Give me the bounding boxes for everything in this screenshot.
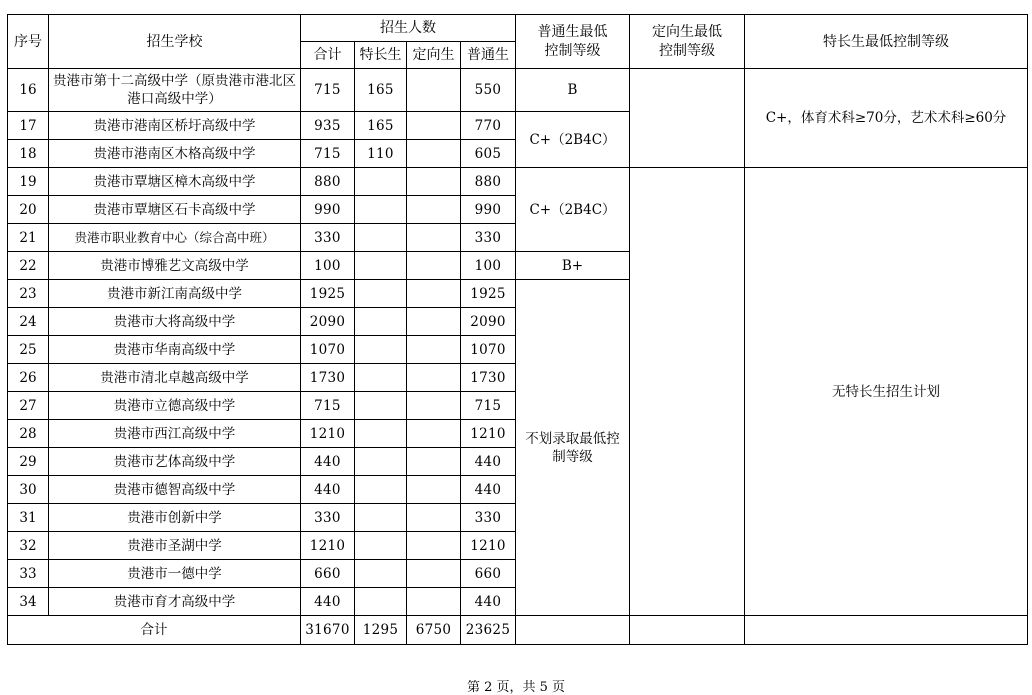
row-special xyxy=(355,196,407,224)
row-school: 贵港市一德中学 xyxy=(49,560,301,588)
row-special xyxy=(355,588,407,616)
row-directed xyxy=(407,560,461,588)
row-directed xyxy=(407,196,461,224)
row-regular: 440 xyxy=(461,476,516,504)
row-special xyxy=(355,420,407,448)
row-school: 贵港市创新中学 xyxy=(49,504,301,532)
header-regular-min-label: 普通生最低控制等级 xyxy=(537,23,608,59)
row-directed xyxy=(407,504,461,532)
row-directed xyxy=(407,140,461,168)
row-regular: 1210 xyxy=(461,532,516,560)
row-seq: 26 xyxy=(8,364,49,392)
row-directed xyxy=(407,252,461,280)
totals-directed-min xyxy=(630,616,745,645)
row-seq: 21 xyxy=(8,224,49,252)
row-special xyxy=(355,532,407,560)
row-special xyxy=(355,280,407,308)
row-special xyxy=(355,168,407,196)
row-regular: 100 xyxy=(461,252,516,280)
row-regular: 990 xyxy=(461,196,516,224)
row-total: 1925 xyxy=(301,280,355,308)
row-regular: 770 xyxy=(461,112,516,140)
row-seq: 32 xyxy=(8,532,49,560)
header-regular: 普通生 xyxy=(461,42,516,69)
row-special xyxy=(355,476,407,504)
row-directed xyxy=(407,392,461,420)
row-school: 贵港市新江南高级中学 xyxy=(49,280,301,308)
regular-min-level-text: 不划录取最低控制等级 xyxy=(525,430,620,465)
row-total: 440 xyxy=(301,588,355,616)
row-directed xyxy=(407,420,461,448)
row-total: 715 xyxy=(301,69,355,112)
row-seq: 28 xyxy=(8,420,49,448)
row-regular: 660 xyxy=(461,560,516,588)
header-directed: 定向生 xyxy=(407,42,461,69)
totals-special: 1295 xyxy=(355,616,407,645)
totals-row xyxy=(8,616,1028,645)
row-directed xyxy=(407,448,461,476)
table-row xyxy=(8,168,1028,196)
row-school: 贵港市港南区桥圩高级中学 xyxy=(49,112,301,140)
header-regular-min xyxy=(516,15,630,69)
row-special: 165 xyxy=(355,69,407,112)
row-directed xyxy=(407,280,461,308)
directed-min-level xyxy=(630,69,745,168)
header-enroll: 招生人数 xyxy=(301,15,516,42)
row-special xyxy=(355,448,407,476)
totals-total: 31670 xyxy=(301,616,355,645)
regular-min-level: B+ xyxy=(516,252,630,280)
row-directed xyxy=(407,168,461,196)
row-regular: 440 xyxy=(461,588,516,616)
row-directed xyxy=(407,476,461,504)
totals-special-min xyxy=(745,616,1028,645)
page-footer: 第 2 页，共 5 页 xyxy=(466,680,566,695)
row-directed xyxy=(407,588,461,616)
row-total: 100 xyxy=(301,252,355,280)
row-regular: 715 xyxy=(461,392,516,420)
header-special: 特长生 xyxy=(355,42,407,69)
row-school: 贵港市华南高级中学 xyxy=(49,336,301,364)
row-special xyxy=(355,336,407,364)
row-seq: 25 xyxy=(8,336,49,364)
row-total: 660 xyxy=(301,560,355,588)
regular-min-level xyxy=(516,280,630,616)
row-seq: 19 xyxy=(8,168,49,196)
row-seq: 30 xyxy=(8,476,49,504)
row-school: 贵港市清北卓越高级中学 xyxy=(49,364,301,392)
row-special xyxy=(355,364,407,392)
row-special xyxy=(355,252,407,280)
row-total: 440 xyxy=(301,448,355,476)
header-directed-min xyxy=(630,15,745,69)
row-school: 贵港市覃塘区樟木高级中学 xyxy=(49,168,301,196)
row-total: 2090 xyxy=(301,308,355,336)
regular-min-level: C+（2B4C） xyxy=(516,168,630,252)
row-total: 1070 xyxy=(301,336,355,364)
row-regular: 440 xyxy=(461,448,516,476)
row-seq: 24 xyxy=(8,308,49,336)
regular-min-level: B xyxy=(516,69,630,112)
row-regular: 330 xyxy=(461,504,516,532)
table-row xyxy=(8,69,1028,112)
row-school: 贵港市职业教育中心（综合高中班） xyxy=(49,224,301,252)
header-school: 招生学校 xyxy=(49,15,301,69)
totals-regular-min xyxy=(516,616,630,645)
row-total: 715 xyxy=(301,392,355,420)
row-special: 165 xyxy=(355,112,407,140)
header-directed-min-label: 定向生最低控制等级 xyxy=(652,23,722,59)
row-seq: 20 xyxy=(8,196,49,224)
row-directed xyxy=(407,532,461,560)
header-seq: 序号 xyxy=(8,15,49,69)
row-regular: 1925 xyxy=(461,280,516,308)
row-total: 935 xyxy=(301,112,355,140)
row-total: 990 xyxy=(301,196,355,224)
totals-regular: 23625 xyxy=(461,616,516,645)
directed-min-level xyxy=(630,168,745,616)
row-directed xyxy=(407,224,461,252)
row-special xyxy=(355,504,407,532)
row-regular: 2090 xyxy=(461,308,516,336)
special-min-level: 无特长生招生计划 xyxy=(745,168,1028,616)
row-special xyxy=(355,308,407,336)
row-total: 1210 xyxy=(301,420,355,448)
row-directed xyxy=(407,364,461,392)
totals-directed: 6750 xyxy=(407,616,461,645)
row-seq: 34 xyxy=(8,588,49,616)
row-seq: 18 xyxy=(8,140,49,168)
row-special xyxy=(355,224,407,252)
header-special-min: 特长生最低控制等级 xyxy=(745,15,1028,69)
row-school: 贵港市港南区木格高级中学 xyxy=(49,140,301,168)
row-regular: 1210 xyxy=(461,420,516,448)
row-seq: 16 xyxy=(8,69,49,112)
row-school: 贵港市西江高级中学 xyxy=(49,420,301,448)
row-directed xyxy=(407,112,461,140)
row-total: 330 xyxy=(301,504,355,532)
row-total: 1730 xyxy=(301,364,355,392)
row-total: 1210 xyxy=(301,532,355,560)
special-min-level: C+，体育术科≥70分，艺术术科≥60分 xyxy=(745,69,1028,168)
row-seq: 17 xyxy=(8,112,49,140)
row-school: 贵港市立德高级中学 xyxy=(49,392,301,420)
row-total: 330 xyxy=(301,224,355,252)
regular-min-level: C+（2B4C） xyxy=(516,112,630,168)
row-regular: 605 xyxy=(461,140,516,168)
row-school: 贵港市育才高级中学 xyxy=(49,588,301,616)
row-special xyxy=(355,392,407,420)
row-school: 贵港市大将高级中学 xyxy=(49,308,301,336)
row-school: 贵港市德智高级中学 xyxy=(49,476,301,504)
row-total: 715 xyxy=(301,140,355,168)
row-seq: 27 xyxy=(8,392,49,420)
row-school: 贵港市第十二高级中学（原贵港市港北区港口高级中学） xyxy=(49,69,301,112)
row-special: 110 xyxy=(355,140,407,168)
row-directed xyxy=(407,336,461,364)
header-total: 合计 xyxy=(301,42,355,69)
row-regular: 550 xyxy=(461,69,516,112)
row-total: 440 xyxy=(301,476,355,504)
row-directed xyxy=(407,308,461,336)
row-regular: 1070 xyxy=(461,336,516,364)
row-seq: 29 xyxy=(8,448,49,476)
row-school: 贵港市圣湖中学 xyxy=(49,532,301,560)
row-seq: 33 xyxy=(8,560,49,588)
row-regular: 880 xyxy=(461,168,516,196)
row-regular: 1730 xyxy=(461,364,516,392)
row-seq: 22 xyxy=(8,252,49,280)
row-special xyxy=(355,560,407,588)
row-school: 贵港市博雅艺文高级中学 xyxy=(49,252,301,280)
row-school: 贵港市覃塘区石卡高级中学 xyxy=(49,196,301,224)
enrollment-table xyxy=(7,14,1028,645)
totals-label: 合计 xyxy=(8,616,301,645)
row-regular: 330 xyxy=(461,224,516,252)
row-school: 贵港市艺体高级中学 xyxy=(49,448,301,476)
row-total: 880 xyxy=(301,168,355,196)
row-seq: 31 xyxy=(8,504,49,532)
row-directed xyxy=(407,69,461,112)
row-seq: 23 xyxy=(8,280,49,308)
